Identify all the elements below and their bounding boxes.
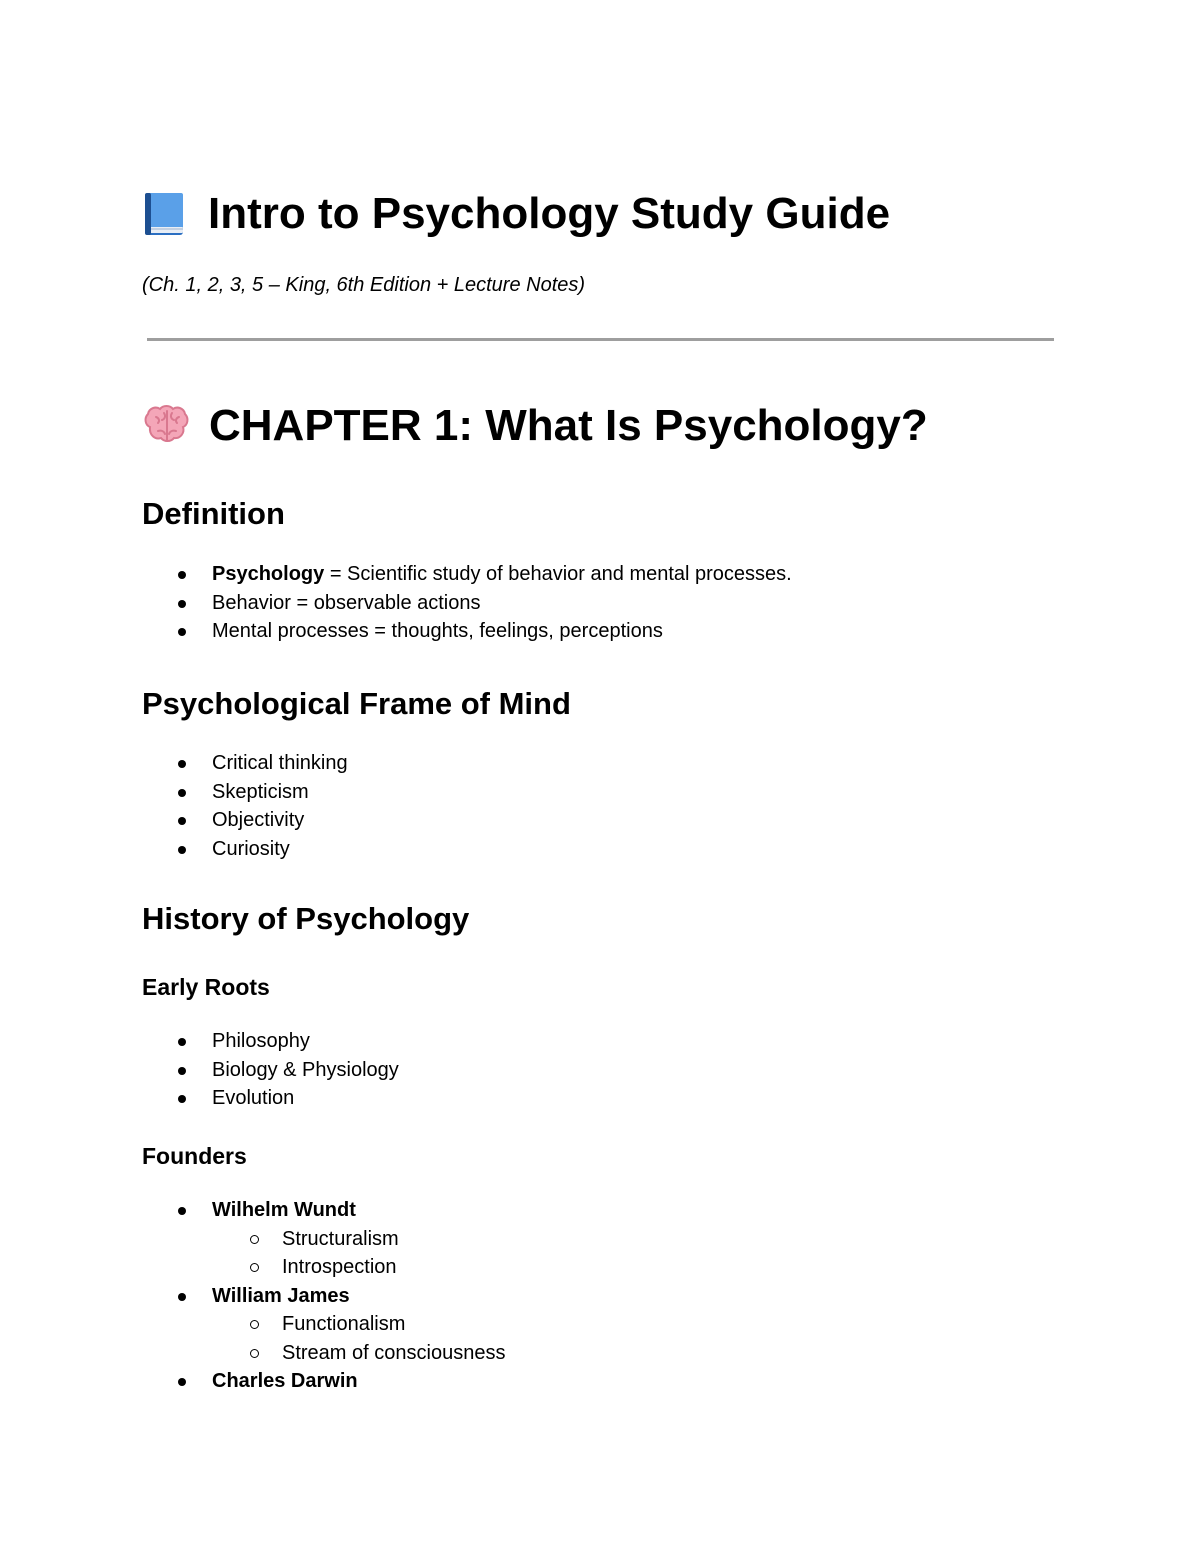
list-item-text: Curiosity — [212, 837, 290, 860]
sub-list-item — [142, 1253, 505, 1282]
bullet-icon — [178, 1038, 186, 1046]
list-item — [142, 1367, 505, 1396]
subsection-heading-early-roots: Early Roots — [142, 974, 270, 1000]
chapter-heading-row — [142, 400, 928, 452]
list-item-text: Mental processes = thoughts, feelings, perceptions — [212, 620, 663, 642]
list-item-text: Objectivity — [212, 809, 305, 831]
list-item-text: Functionalism — [282, 1313, 406, 1335]
hollow-bullet-icon — [250, 1349, 259, 1358]
sub-list-item — [142, 1225, 505, 1254]
list-item — [142, 560, 792, 589]
list-item — [142, 1282, 505, 1311]
bullet-icon — [178, 846, 186, 854]
list-item-text: Introspection — [282, 1256, 397, 1278]
bullet-icon — [178, 1095, 186, 1103]
subsection-heading-founders: Founders — [142, 1143, 247, 1169]
list-item — [142, 1196, 505, 1225]
term-bold: Psychology — [212, 563, 325, 585]
bullet-icon — [178, 817, 186, 825]
brain-icon — [142, 403, 192, 449]
bullet-icon — [178, 1293, 186, 1301]
list-item-text: Skepticism — [212, 780, 309, 803]
chapter-heading: CHAPTER 1: What Is Psychology? — [209, 401, 928, 450]
document-subtitle: (Ch. 1, 2, 3, 5 – King, 6th Edition + Lecture Notes) — [142, 274, 586, 296]
frame-of-mind-list — [142, 749, 348, 863]
list-item — [142, 749, 348, 778]
sub-list-item — [142, 1339, 505, 1368]
list-item-text: Biology & Physiology — [212, 1058, 399, 1081]
list-item-text: Philosophy — [212, 1030, 310, 1052]
term-definition: = Scientific study of behavior and mental processes. — [324, 563, 792, 585]
bullet-icon — [178, 600, 186, 608]
list-item-text: Behavior = observable actions — [212, 591, 481, 614]
founders-list — [142, 1196, 505, 1396]
list-item — [142, 589, 792, 618]
founder-name: Wilhelm Wundt — [212, 1199, 356, 1221]
founder-name: Charles Darwin — [212, 1370, 358, 1392]
list-item — [142, 1084, 399, 1113]
list-item — [142, 617, 792, 646]
document-title: Intro to Psychology Study Guide — [208, 189, 891, 238]
list-item — [142, 1027, 399, 1056]
document-title-row — [142, 188, 890, 240]
list-item-text: Structuralism — [282, 1227, 399, 1250]
bullet-icon — [178, 1067, 186, 1075]
list-item-text: Critical thinking — [212, 752, 348, 774]
list-item-text: Stream of consciousness — [282, 1341, 506, 1364]
bullet-icon — [178, 1207, 186, 1215]
bullet-icon — [178, 760, 186, 768]
list-item — [142, 835, 348, 864]
hollow-bullet-icon — [250, 1263, 259, 1272]
section-heading-frame-of-mind: Psychological Frame of Mind — [142, 686, 571, 721]
list-item — [142, 778, 348, 807]
list-item-text: Evolution — [212, 1087, 295, 1109]
bullet-icon — [178, 571, 186, 579]
early-roots-list — [142, 1027, 399, 1113]
hollow-bullet-icon — [250, 1320, 259, 1329]
section-heading-definition: Definition — [142, 496, 285, 531]
section-heading-history: History of Psychology — [142, 901, 470, 936]
blue-book-icon — [142, 191, 188, 237]
bullet-icon — [178, 628, 186, 636]
list-item — [142, 806, 348, 835]
founder-name: William James — [212, 1284, 350, 1307]
bullet-icon — [178, 1378, 186, 1386]
sub-list-item — [142, 1310, 505, 1339]
definition-list — [142, 560, 792, 646]
horizontal-divider — [147, 338, 1054, 341]
bullet-icon — [178, 789, 186, 797]
hollow-bullet-icon — [250, 1235, 259, 1244]
list-item — [142, 1056, 399, 1085]
